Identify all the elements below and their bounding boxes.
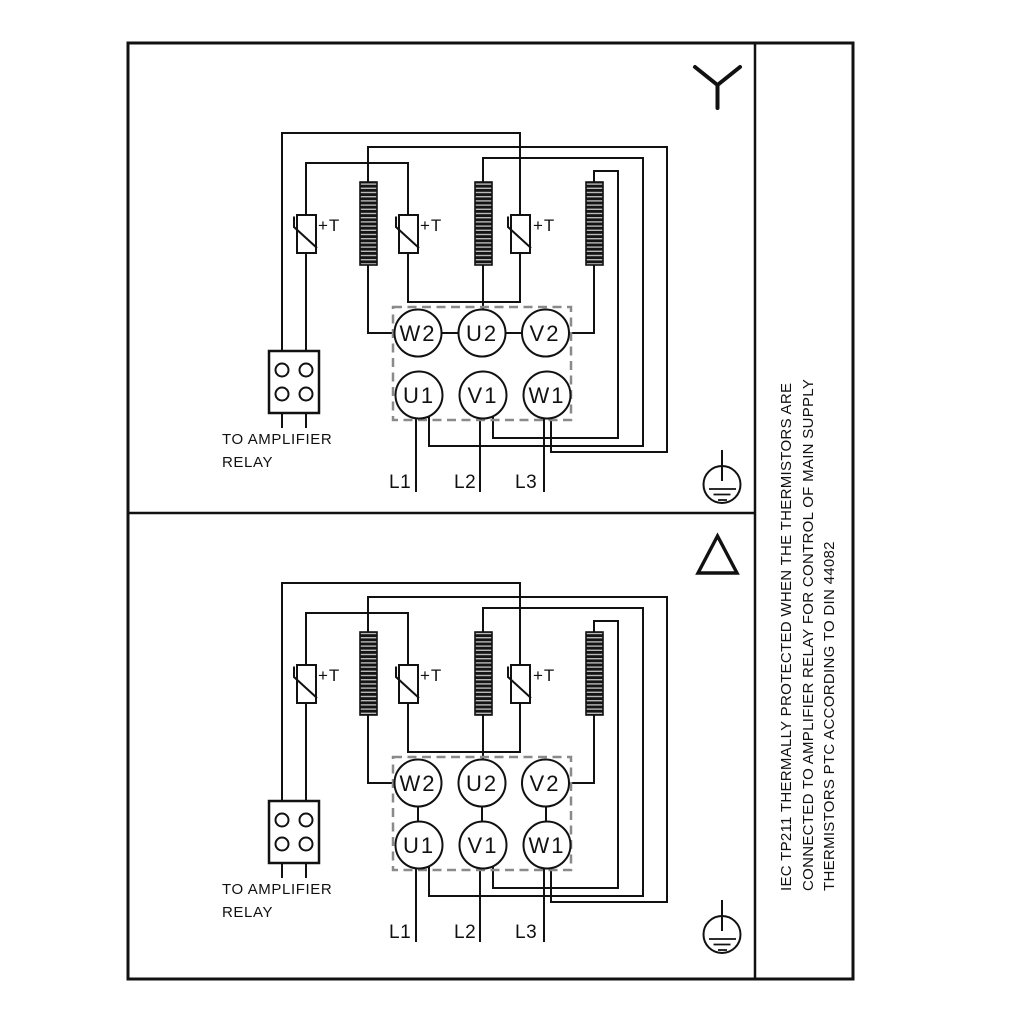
- panel-delta: [269, 536, 741, 953]
- star-icon: [695, 67, 740, 108]
- terminal-label-u1: U1: [402, 383, 436, 408]
- relay-note-line2: RELAY: [222, 454, 274, 471]
- panel-star: [269, 67, 741, 503]
- mains-label-l1: L1: [389, 472, 412, 493]
- relay-note-line2: RELAY: [222, 904, 274, 921]
- mains-label-l2: L2: [454, 922, 477, 943]
- relay-note-line1: TO AMPLIFIER: [222, 881, 333, 898]
- terminal-label-v2: V2: [529, 771, 561, 796]
- terminal-label-v2: V2: [529, 321, 561, 346]
- terminal-label-w1: W1: [528, 833, 566, 858]
- winding-coil: [475, 182, 492, 265]
- earth-ground-icon: [704, 900, 741, 953]
- relay-note-line1: TO AMPLIFIER: [222, 431, 333, 448]
- terminal-label-v1: V1: [467, 383, 499, 408]
- earth-ground-icon: [704, 450, 741, 503]
- thermistor-icon: [508, 215, 531, 253]
- mains-label-l1: L1: [389, 922, 412, 943]
- thermistor-icon: [294, 215, 317, 253]
- terminal-label-v1: V1: [467, 833, 499, 858]
- thermistor-label: +T: [533, 666, 556, 685]
- thermistor-label: +T: [420, 216, 443, 235]
- terminal-label-u1: U1: [402, 833, 436, 858]
- winding-coil: [586, 182, 603, 265]
- thermistor-icon: [508, 665, 531, 703]
- relay-terminal-box: [269, 801, 319, 863]
- side-note-line3: THERMISTORS PTC ACCORDING TO DIN 44082: [821, 541, 838, 891]
- mains-label-l2: L2: [454, 472, 477, 493]
- delta-link-wires: [418, 807, 546, 822]
- thermistor-label: +T: [533, 216, 556, 235]
- terminal-label-w2: W2: [399, 321, 437, 346]
- winding-coil: [586, 632, 603, 715]
- winding-coil: [475, 632, 492, 715]
- thermistor-icon: [396, 215, 419, 253]
- thermistor-icon: [396, 665, 419, 703]
- thermistor-label: +T: [420, 666, 443, 685]
- terminal-label-w1: W1: [528, 383, 566, 408]
- thermistor-label: +T: [318, 666, 341, 685]
- terminal-label-w2: W2: [399, 771, 437, 796]
- relay-terminal-box: [269, 351, 319, 413]
- terminal-label-u2: U2: [465, 321, 499, 346]
- side-note-line2: CONNECTED TO AMPLIFIER RELAY FOR CONTROL OF MAIN SUPPLY: [799, 378, 817, 891]
- thermistor-icon: [294, 665, 317, 703]
- mains-label-l3: L3: [515, 922, 538, 943]
- winding-coil: [360, 632, 377, 715]
- side-note: [776, 371, 841, 891]
- winding-coil: [360, 182, 377, 265]
- mains-label-l3: L3: [515, 472, 538, 493]
- delta-icon: [698, 536, 737, 573]
- terminal-label-u2: U2: [465, 771, 499, 796]
- side-note-line1: IEC TP211 THERMALLY PROTECTED WHEN THE THERMISTORS ARE: [778, 382, 795, 891]
- thermistor-label: +T: [318, 216, 341, 235]
